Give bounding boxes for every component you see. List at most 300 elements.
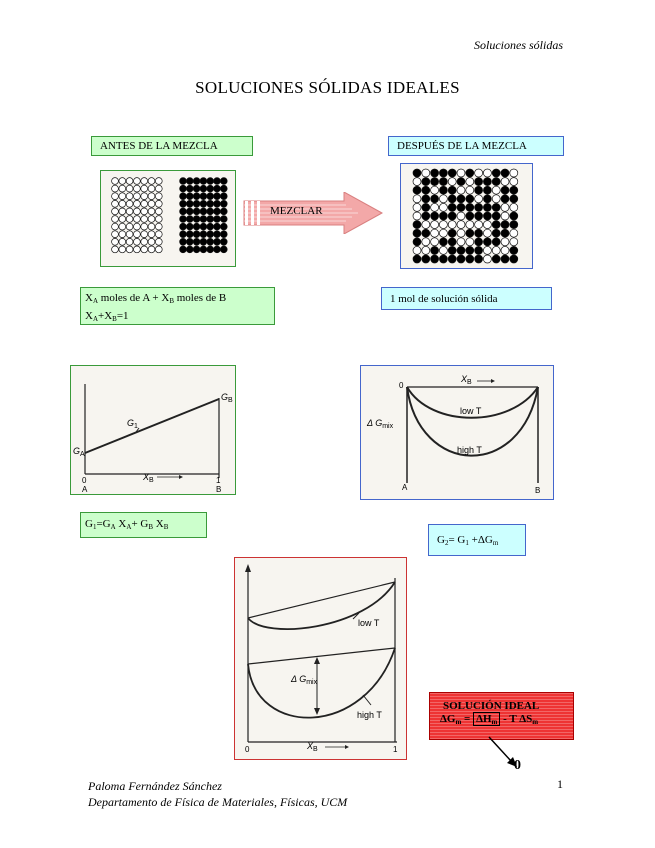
atom-a — [148, 238, 155, 245]
atom-b — [214, 223, 221, 230]
atom-a — [141, 185, 148, 192]
atom-b — [214, 185, 221, 192]
low-t-label-3: low T — [358, 618, 380, 628]
atom-a — [134, 231, 141, 238]
running-header: Soluciones sólidas — [474, 38, 563, 52]
atom-mixed — [510, 195, 518, 203]
mix-arrow-label: MEZCLAR — [270, 205, 323, 217]
atom-mixed — [422, 178, 430, 186]
atom-a — [148, 231, 155, 238]
atom-a — [141, 231, 148, 238]
atom-b — [220, 223, 227, 230]
atom-a — [119, 178, 126, 185]
atom-b — [214, 216, 221, 223]
moles-line-2: $X_A+X_B=1$ — [85, 310, 129, 323]
atom-mixed — [457, 212, 465, 220]
atom-mixed — [431, 212, 439, 220]
atom-b — [220, 200, 227, 207]
enthalpy-term-box: $\Delta H_m$ — [473, 712, 500, 726]
atom-a — [119, 193, 126, 200]
atom-a — [119, 231, 126, 238]
atom-mixed — [475, 246, 483, 254]
atom-mixed — [466, 238, 474, 246]
atom-mixed — [448, 221, 456, 229]
atom-mixed — [492, 229, 500, 237]
atom-mixed — [422, 229, 430, 237]
atom-a — [155, 208, 162, 215]
atom-a — [126, 193, 133, 200]
atom-b — [180, 216, 187, 223]
atom-b — [214, 193, 221, 200]
atom-mixed — [448, 246, 456, 254]
atom-b — [207, 216, 214, 223]
atom-mixed — [475, 186, 483, 194]
atom-a — [112, 185, 119, 192]
atom-mixed — [431, 195, 439, 203]
atom-mixed — [483, 246, 491, 254]
atom-b — [207, 185, 214, 192]
atom-a — [148, 216, 155, 223]
after-mix-figure — [400, 163, 533, 269]
atom-mixed — [510, 186, 518, 194]
one-label: 1 — [216, 476, 221, 485]
atom-b — [200, 208, 207, 215]
atom-mixed — [475, 178, 483, 186]
atom-mixed — [466, 195, 474, 203]
atom-a — [141, 223, 148, 230]
dgmix-label: Δ $G_{mix}$ — [367, 418, 394, 430]
atom-b — [193, 238, 200, 245]
atom-a — [112, 216, 119, 223]
atom-b — [200, 178, 207, 185]
atom-mixed — [413, 169, 421, 177]
zero-label: 0 — [399, 381, 404, 390]
atom-mixed — [457, 178, 465, 186]
atom-b — [220, 193, 227, 200]
atom-mixed — [457, 186, 465, 194]
atom-mixed — [448, 255, 456, 263]
atom-a — [155, 200, 162, 207]
atom-b — [220, 216, 227, 223]
atom-b — [193, 185, 200, 192]
atom-b — [186, 200, 193, 207]
atom-b — [180, 185, 187, 192]
atom-mixed — [466, 178, 474, 186]
atom-a — [126, 238, 133, 245]
atom-mixed — [413, 203, 421, 211]
atom-a — [112, 208, 119, 215]
atom-mixed — [431, 255, 439, 263]
atom-a — [134, 223, 141, 230]
atom-a — [155, 231, 162, 238]
atom-mixed — [413, 221, 421, 229]
atom-a — [141, 246, 148, 253]
atom-mixed — [483, 169, 491, 177]
atom-mixed — [475, 203, 483, 211]
atom-b — [207, 246, 214, 253]
atom-mixed — [501, 246, 509, 254]
atom-a — [155, 216, 162, 223]
atom-mixed — [448, 169, 456, 177]
atom-mixed — [439, 178, 447, 186]
atom-mixed — [483, 203, 491, 211]
atom-b — [180, 238, 187, 245]
atom-mixed — [457, 169, 465, 177]
atom-b — [214, 200, 221, 207]
atom-a — [119, 246, 126, 253]
atom-mixed — [431, 229, 439, 237]
atom-mixed — [501, 229, 509, 237]
footer-author: Paloma Fernández Sánchez — [88, 779, 222, 793]
atom-a — [112, 193, 119, 200]
one-label-3: 1 — [393, 745, 398, 754]
ga-label: $G_A$ — [73, 446, 85, 458]
atom-mixed — [448, 238, 456, 246]
atom-b — [186, 223, 193, 230]
atom-grid-after — [401, 164, 532, 268]
atom-b — [200, 216, 207, 223]
atom-b — [193, 246, 200, 253]
atom-mixed — [413, 212, 421, 220]
atom-mixed — [466, 255, 474, 263]
atom-mixed — [510, 203, 518, 211]
atom-b — [200, 185, 207, 192]
atom-mixed — [492, 186, 500, 194]
atom-mixed — [492, 178, 500, 186]
atom-a — [126, 178, 133, 185]
atom-a — [141, 238, 148, 245]
atom-a — [119, 238, 126, 245]
atom-a — [112, 178, 119, 185]
atom-mixed — [501, 169, 509, 177]
atom-mixed — [413, 178, 421, 186]
atom-mixed — [501, 178, 509, 186]
atom-mixed — [492, 203, 500, 211]
solution-box: 1 mol de solución sólida — [381, 287, 552, 310]
atom-mixed — [492, 169, 500, 177]
atom-mixed — [413, 229, 421, 237]
gibbs-linear-graph — [70, 365, 236, 495]
atom-mixed — [448, 229, 456, 237]
zero-label-3: 0 — [245, 745, 250, 754]
atom-mixed — [422, 186, 430, 194]
atom-b — [200, 200, 207, 207]
atom-b — [180, 178, 187, 185]
atom-mixed — [492, 246, 500, 254]
atom-mixed — [501, 238, 509, 246]
atom-mixed — [439, 195, 447, 203]
atom-a — [134, 200, 141, 207]
graph3-svg — [235, 558, 406, 759]
a-label-2: A — [402, 483, 408, 492]
atom-a — [119, 223, 126, 230]
atom-mixed — [510, 238, 518, 246]
atom-mixed — [431, 169, 439, 177]
atom-b — [207, 200, 214, 207]
atom-mixed — [466, 246, 474, 254]
atom-a — [148, 178, 155, 185]
atom-mixed — [422, 195, 430, 203]
atom-mixed — [413, 195, 421, 203]
atom-mixed — [457, 229, 465, 237]
atom-mixed — [422, 255, 430, 263]
page-number: 1 — [557, 777, 563, 791]
atom-mixed — [457, 203, 465, 211]
xb-label-2: $X_B$ — [461, 374, 472, 386]
atom-a — [126, 208, 133, 215]
atom-a — [126, 185, 133, 192]
atom-b — [186, 246, 193, 253]
ideal-solution-box — [429, 692, 574, 740]
atom-a — [134, 246, 141, 253]
atom-mixed — [510, 169, 518, 177]
atom-b — [207, 223, 214, 230]
atom-mixed — [422, 221, 430, 229]
moles-box — [80, 287, 275, 325]
atom-a — [126, 223, 133, 230]
atom-mixed — [413, 238, 421, 246]
xb-label: $X_B$ — [143, 472, 154, 484]
atom-a — [134, 178, 141, 185]
atom-a — [126, 200, 133, 207]
atom-b — [207, 178, 214, 185]
atom-b — [220, 185, 227, 192]
atom-a — [126, 231, 133, 238]
before-mix-figure — [100, 170, 236, 267]
atom-a — [119, 200, 126, 207]
atom-a — [112, 223, 119, 230]
atom-a — [112, 246, 119, 253]
atom-b — [207, 208, 214, 215]
atom-mixed — [501, 195, 509, 203]
atom-b — [220, 246, 227, 253]
graph2-svg — [361, 366, 553, 499]
atom-b — [193, 231, 200, 238]
atom-mixed — [439, 238, 447, 246]
atom-a — [155, 223, 162, 230]
atom-mixed — [439, 203, 447, 211]
atom-b — [186, 238, 193, 245]
atom-mixed — [457, 221, 465, 229]
atom-mixed — [422, 238, 430, 246]
atom-mixed — [413, 246, 421, 254]
atom-mixed — [457, 195, 465, 203]
atom-a — [119, 216, 126, 223]
mixing-curves-graph — [360, 365, 554, 500]
atom-mixed — [422, 203, 430, 211]
atom-mixed — [510, 229, 518, 237]
atom-mixed — [466, 186, 474, 194]
atom-mixed — [431, 246, 439, 254]
atom-mixed — [448, 195, 456, 203]
high-t-label-3: high T — [357, 710, 382, 720]
atom-mixed — [466, 169, 474, 177]
atom-mixed — [492, 221, 500, 229]
atom-b — [180, 246, 187, 253]
atom-mixed — [483, 178, 491, 186]
xb-label-3: $X_B$ — [307, 741, 318, 753]
atom-b — [193, 216, 200, 223]
atom-mixed — [483, 255, 491, 263]
atom-mixed — [475, 212, 483, 220]
atom-mixed — [431, 221, 439, 229]
atom-b — [186, 193, 193, 200]
atom-b — [193, 178, 200, 185]
atom-mixed — [466, 212, 474, 220]
atom-mixed — [439, 246, 447, 254]
atom-mixed — [439, 212, 447, 220]
atom-mixed — [457, 255, 465, 263]
atom-mixed — [413, 186, 421, 194]
atom-b — [220, 208, 227, 215]
atom-b — [214, 208, 221, 215]
atom-mixed — [475, 221, 483, 229]
atom-a — [126, 246, 133, 253]
atom-mixed — [483, 186, 491, 194]
atom-a — [155, 238, 162, 245]
atom-a — [148, 208, 155, 215]
atom-a — [134, 238, 141, 245]
atom-mixed — [492, 195, 500, 203]
atom-b — [180, 200, 187, 207]
atom-a — [134, 185, 141, 192]
atom-mixed — [501, 203, 509, 211]
g1-label: $G_1$ — [127, 418, 138, 430]
atom-b — [180, 223, 187, 230]
atom-mixed — [439, 186, 447, 194]
atom-b — [214, 238, 221, 245]
atom-mixed — [483, 212, 491, 220]
atom-mixed — [439, 229, 447, 237]
atom-a — [141, 178, 148, 185]
atom-b — [180, 231, 187, 238]
atom-b — [186, 216, 193, 223]
atom-mixed — [501, 212, 509, 220]
atom-mixed — [483, 221, 491, 229]
atom-b — [186, 208, 193, 215]
atom-a — [155, 193, 162, 200]
atom-mixed — [448, 203, 456, 211]
atom-b — [193, 200, 200, 207]
atom-mixed — [439, 169, 447, 177]
atom-a — [112, 200, 119, 207]
atom-b — [193, 223, 200, 230]
atom-b — [186, 185, 193, 192]
atom-mixed — [448, 186, 456, 194]
atom-b — [214, 178, 221, 185]
atom-a — [148, 246, 155, 253]
after-mixing-label: DESPUÉS DE LA MEZCLA — [388, 136, 564, 156]
atom-grids-before — [101, 171, 235, 266]
atom-mixed — [466, 221, 474, 229]
atom-a — [148, 185, 155, 192]
atom-mixed — [483, 195, 491, 203]
atom-mixed — [431, 203, 439, 211]
atom-b — [207, 238, 214, 245]
atom-a — [155, 185, 162, 192]
high-t-label: high T — [457, 445, 482, 455]
moles-line-1: $X_A$ moles de $A + X_B$ moles de B — [85, 292, 227, 305]
atom-b — [200, 246, 207, 253]
atom-mixed — [475, 255, 483, 263]
atom-a — [134, 193, 141, 200]
atom-mixed — [439, 255, 447, 263]
footer-department: Departamento de Física de Materiales, Físicas, UCM — [88, 795, 348, 809]
atom-mixed — [457, 238, 465, 246]
atom-a — [134, 216, 141, 223]
equation-g1: $G_1=G_A$ $X_A+ G_B$ $X_B$ — [80, 512, 207, 538]
atom-b — [193, 193, 200, 200]
atom-mixed — [483, 229, 491, 237]
atom-b — [214, 231, 221, 238]
atom-b — [200, 231, 207, 238]
low-t-label: low T — [460, 406, 482, 416]
atom-b — [220, 231, 227, 238]
atom-b — [193, 208, 200, 215]
atom-a — [134, 208, 141, 215]
atom-mixed — [475, 229, 483, 237]
atom-mixed — [439, 221, 447, 229]
atom-b — [207, 193, 214, 200]
atom-mixed — [475, 169, 483, 177]
atom-mixed — [501, 186, 509, 194]
atom-mixed — [510, 246, 518, 254]
atom-a — [141, 208, 148, 215]
atom-a — [141, 193, 148, 200]
atom-mixed — [510, 178, 518, 186]
atom-b — [220, 178, 227, 185]
atom-b — [214, 246, 221, 253]
b-label-2: B — [535, 486, 541, 495]
atom-b — [180, 193, 187, 200]
origin-label: 0 — [82, 476, 87, 485]
atom-a — [112, 231, 119, 238]
atom-mixed — [466, 203, 474, 211]
atom-mixed — [431, 238, 439, 246]
atom-a — [141, 216, 148, 223]
gb-label: $G_B$ — [221, 392, 233, 404]
ideal-zero: 0 — [514, 758, 521, 773]
atom-b — [200, 223, 207, 230]
ideal-equation: $\Delta G_m = \Delta H_m - T$ $\Delta S_m$ — [440, 713, 539, 726]
atom-a — [155, 246, 162, 253]
atom-mixed — [501, 221, 509, 229]
atom-mixed — [510, 255, 518, 263]
atom-b — [180, 208, 187, 215]
atom-b — [200, 238, 207, 245]
atom-mixed — [501, 255, 509, 263]
atom-mixed — [457, 246, 465, 254]
before-mixing-label: ANTES DE LA MEZCLA — [91, 136, 253, 156]
dgmix-label-3: Δ $G_{mix}$ — [291, 674, 318, 686]
atom-mixed — [413, 255, 421, 263]
atom-a — [126, 216, 133, 223]
atom-mixed — [510, 221, 518, 229]
atom-b — [200, 193, 207, 200]
atom-a — [119, 208, 126, 215]
atom-mixed — [448, 178, 456, 186]
atom-a — [148, 200, 155, 207]
atom-mixed — [492, 255, 500, 263]
atom-mixed — [510, 212, 518, 220]
atom-a — [112, 238, 119, 245]
ideal-title: SOLUCIÓN IDEAL — [443, 700, 540, 712]
page-title: SOLUCIONES SÓLIDAS IDEALES — [195, 78, 460, 97]
b-label: B — [216, 485, 222, 494]
atom-a — [148, 223, 155, 230]
atom-mixed — [475, 195, 483, 203]
atom-mixed — [483, 238, 491, 246]
